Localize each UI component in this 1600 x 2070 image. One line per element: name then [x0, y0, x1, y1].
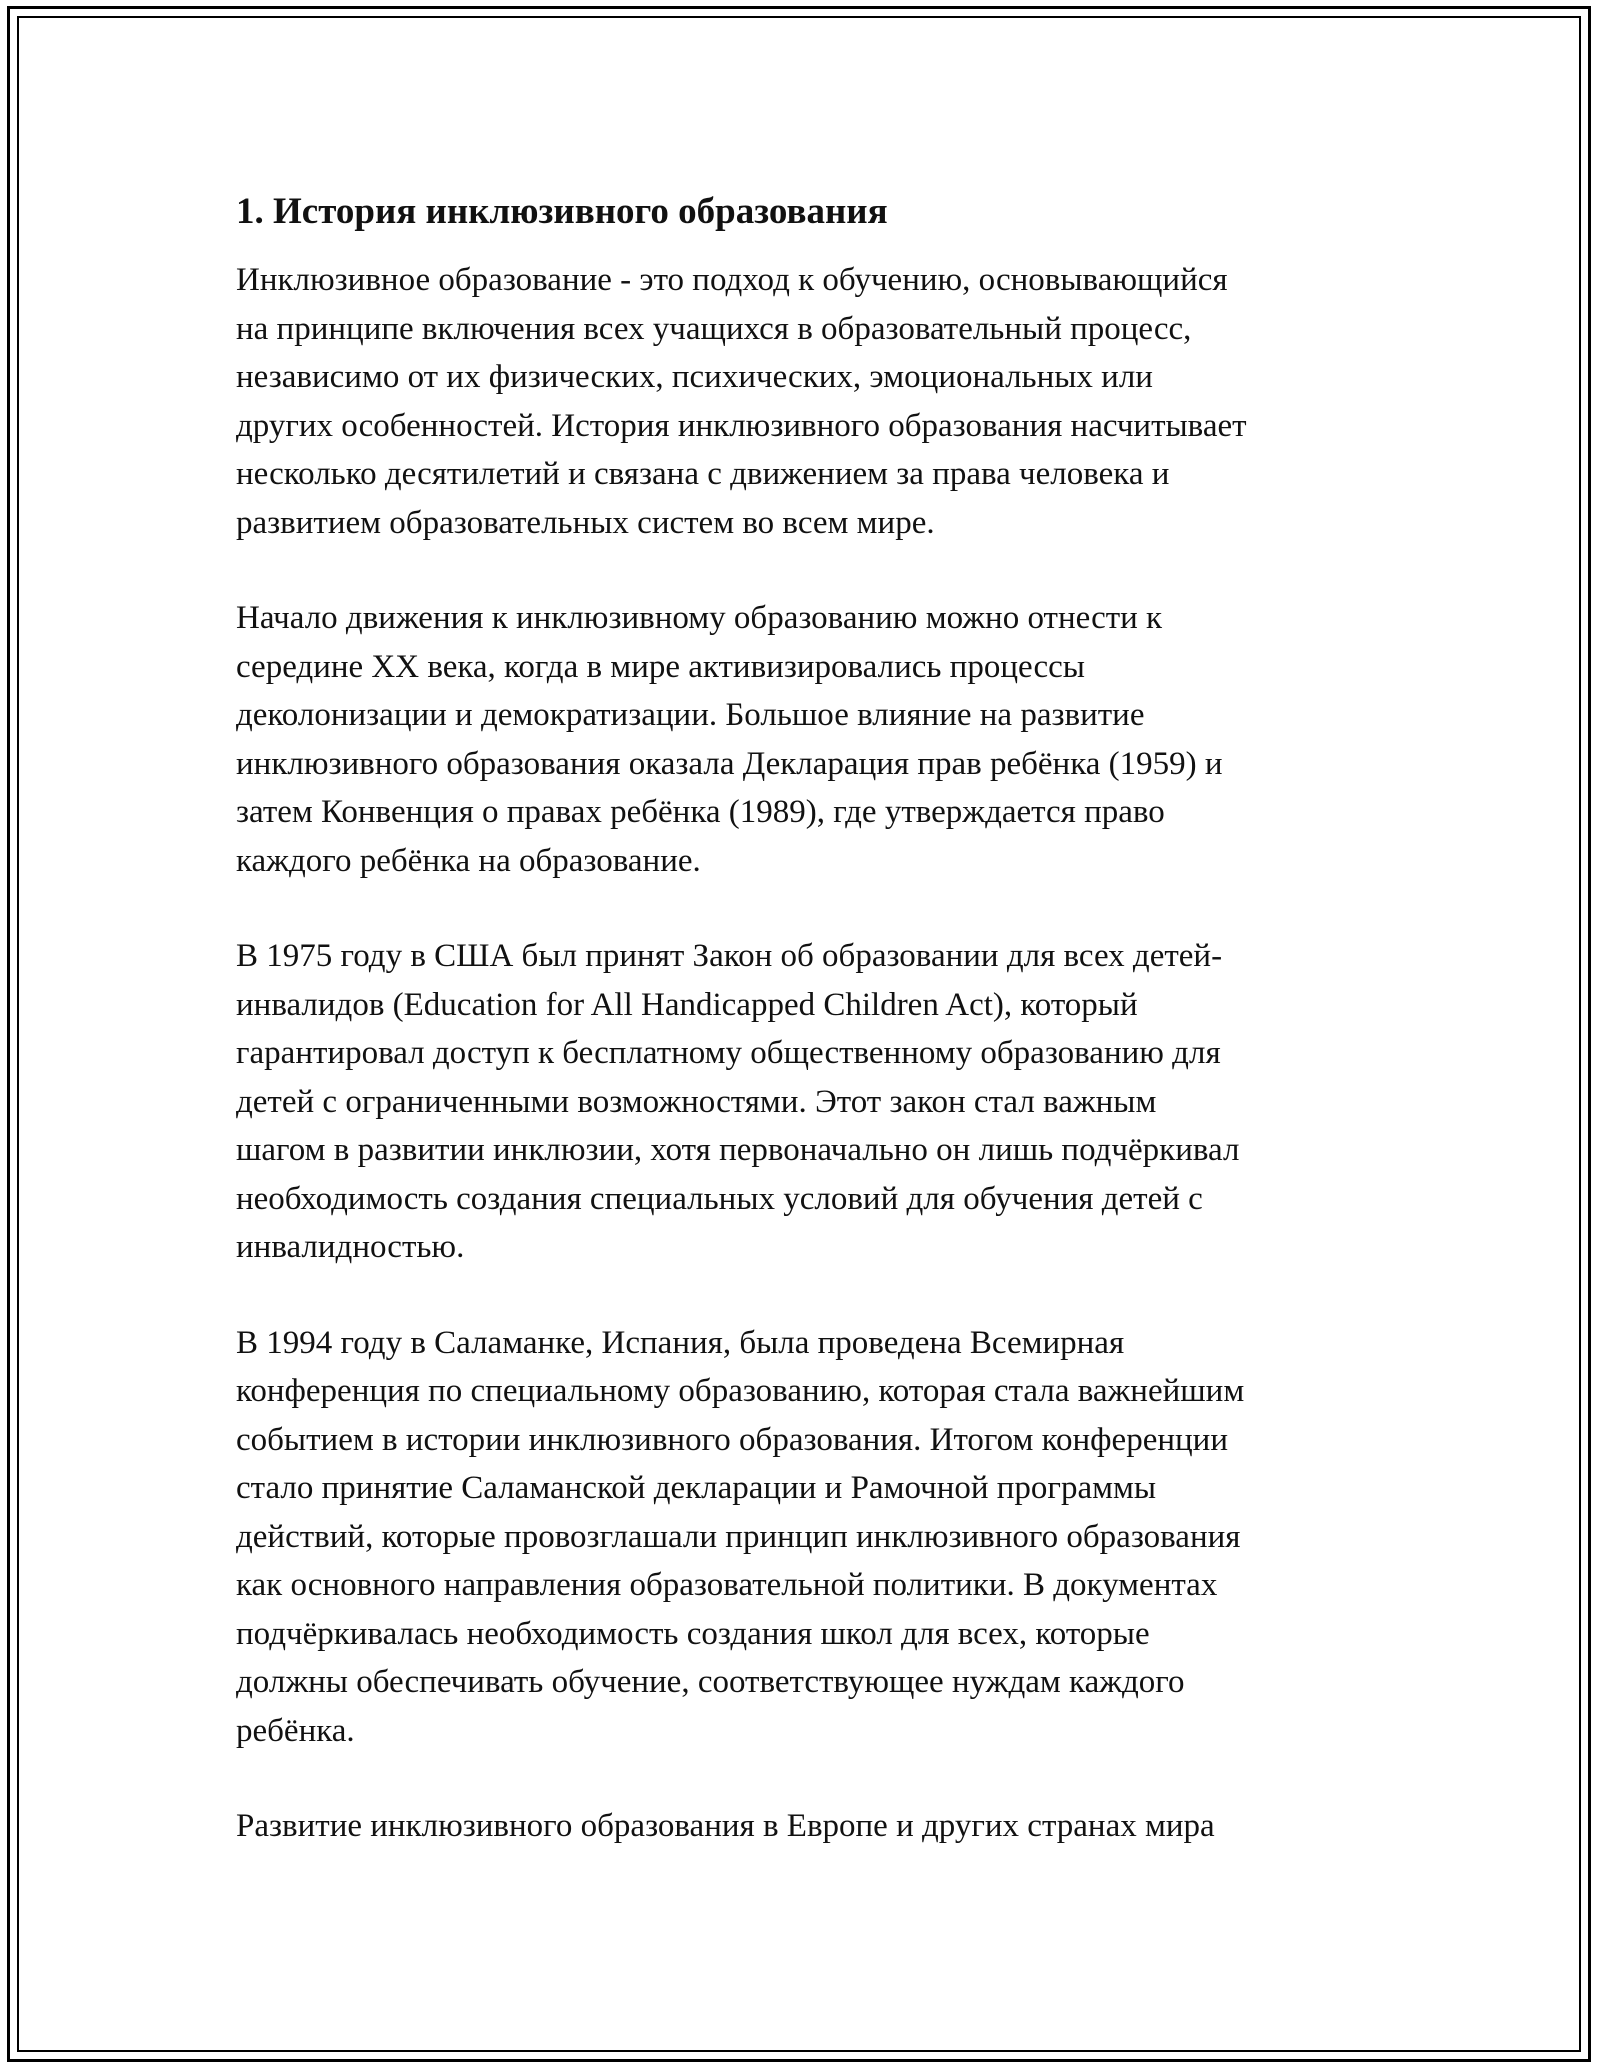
- text-line: инвалидов (Education for All Handicapped Children Act), который: [236, 986, 1138, 1023]
- paragraph-3: [236, 932, 1376, 1272]
- text-line: Развитие инклюзивного образования в Европе и других странах мира: [236, 1808, 1215, 1844]
- text-line: инклюзивного образования оказала Декларация прав ребёнка (1959) и: [236, 745, 1223, 782]
- text-line: на принципе включения всех учащихся в образовательный процесс,: [236, 310, 1192, 347]
- text-line: независимо от их физических, психических, эмоциональных или: [236, 359, 1153, 395]
- text-line: действий, которые провозглашали принцип инклюзивного образования: [236, 1518, 1241, 1555]
- text-line: затем Конвенция о правах ребёнка (1989), где утверждается право: [236, 794, 1165, 830]
- text-line: должны обеспечивать обучение, соответствующее нуждам каждого: [236, 1664, 1185, 1700]
- text-line: ребёнка.: [236, 1712, 355, 1749]
- paragraph-2: [236, 594, 1376, 885]
- text-line: Инклюзивное образование - это подход к обучению, основывающийся: [236, 262, 1228, 298]
- text-line: несколько десятилетий и связана с движением за права человека и: [236, 456, 1170, 492]
- text-line: стало принятие Саламанской декларации и Рамочной программы: [236, 1470, 1157, 1506]
- paragraph-4: [236, 1319, 1376, 1756]
- paragraph-1: [236, 256, 1376, 547]
- text-line: инвалидностью.: [236, 1229, 465, 1265]
- text-line: гарантировал доступ к бесплатному общественному образованию для: [236, 1035, 1221, 1071]
- text-line: как основного направления образовательной политики. В документах: [236, 1567, 1218, 1603]
- text-line: середине XX века, когда в мире активизировались процессы: [236, 648, 1085, 685]
- text-line: событием в истории инклюзивного образования. Итогом конференции: [236, 1421, 1228, 1458]
- text-line: развитием образовательных систем во всем мире.: [236, 504, 935, 541]
- text-line: Начало движения к инклюзивному образованию можно отнести к: [236, 600, 1163, 636]
- text-line: каждого ребёнка на образование.: [236, 842, 701, 879]
- section-heading: 1. История инклюзивного образования: [236, 191, 888, 232]
- text-line: В 1994 году в Саламанке, Испания, была проведена Всемирная: [236, 1324, 1125, 1361]
- text-line: необходимость создания специальных условий для обучения детей с: [236, 1180, 1203, 1217]
- text-line: В 1975 году в США был принят Закон об образовании для всех детей-: [236, 938, 1223, 974]
- paragraph-5: [236, 1802, 1376, 1851]
- text-line: конференция по специальному образованию, которая стала важнейшим: [236, 1373, 1245, 1409]
- text-line: подчёркивалась необходимость создания школ для всех, которые: [236, 1615, 1150, 1652]
- text-line: шагом в развитии инклюзии, хотя первоначально он лишь подчёркивал: [236, 1132, 1240, 1168]
- text-line: детей с ограниченными возможностями. Этот закон стал важным: [236, 1083, 1157, 1120]
- document-body: [236, 188, 1376, 1898]
- text-line: других особенностей. История инклюзивного образования насчитывает: [236, 407, 1247, 444]
- text-line: деколонизации и демократизации. Большое влияние на развитие: [236, 697, 1145, 733]
